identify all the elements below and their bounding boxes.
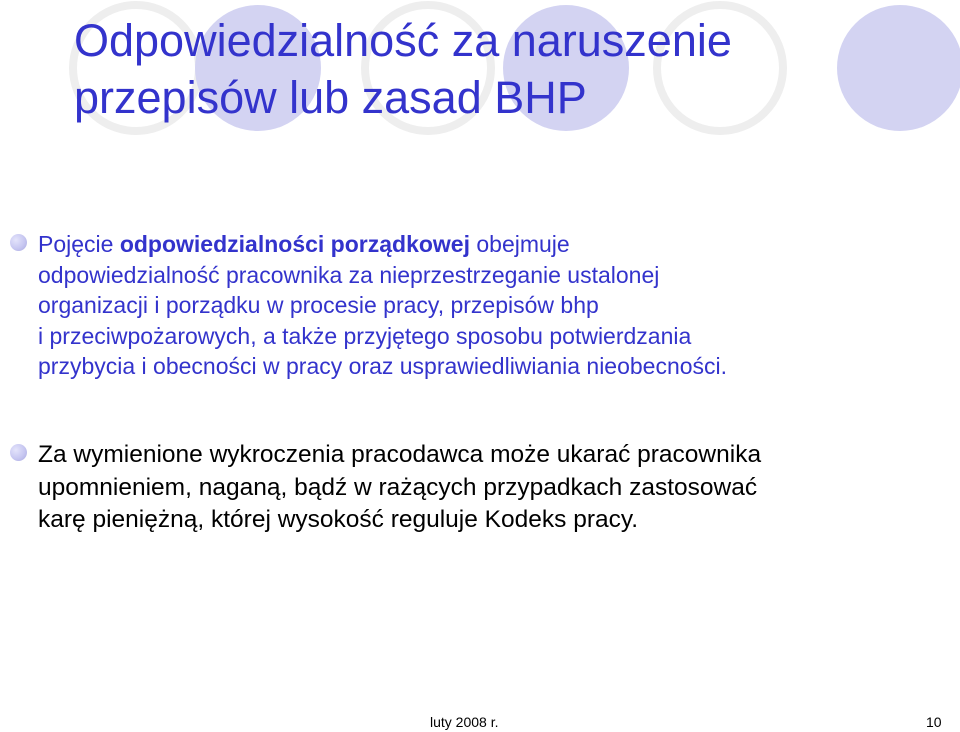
slide-title [74, 12, 934, 126]
bullet-line: przybycia i obecności w pracy oraz usprawiedliwiania nieobecności. [38, 353, 728, 379]
bullet-text [38, 229, 727, 382]
bullet-line: odpowiedzialność pracownika za nieprzestrzeganie ustalonej [38, 261, 660, 288]
bullet-line: karę pieniężną, której wysokość reguluje Kodeks pracy. [38, 506, 639, 533]
bullet-line [38, 229, 727, 260]
bullet-bold-term: odpowiedzialności porządkowej [119, 231, 470, 257]
bullet-text-run: Pojęcie [38, 231, 120, 257]
footer-page-number: 10 [926, 714, 942, 730]
bullet-line: i przeciwpożarowych, a także przyjętego sposobu potwierdzania [38, 322, 692, 349]
bullet-line: upomnieniem, naganą, bądź w rażących przypadkach zastosować [38, 473, 758, 501]
bullet-line: Za wymienione wykroczenia pracodawca może ukarać pracownika [38, 441, 762, 468]
slide-title-line-2: przepisów lub zasad BHP [74, 72, 587, 123]
bullet-text-run: obejmuje [469, 231, 570, 257]
slide-title-line-1: Odpowiedzialność za naruszenie [74, 15, 732, 66]
bullet-line: organizacji i porządku w procesie pracy, przepisów bhp [38, 292, 599, 318]
bullet-text [38, 439, 761, 537]
bullet-dot-icon [10, 444, 27, 461]
footer-date: luty 2008 r. [430, 714, 499, 730]
bullet-dot-icon [10, 234, 27, 251]
